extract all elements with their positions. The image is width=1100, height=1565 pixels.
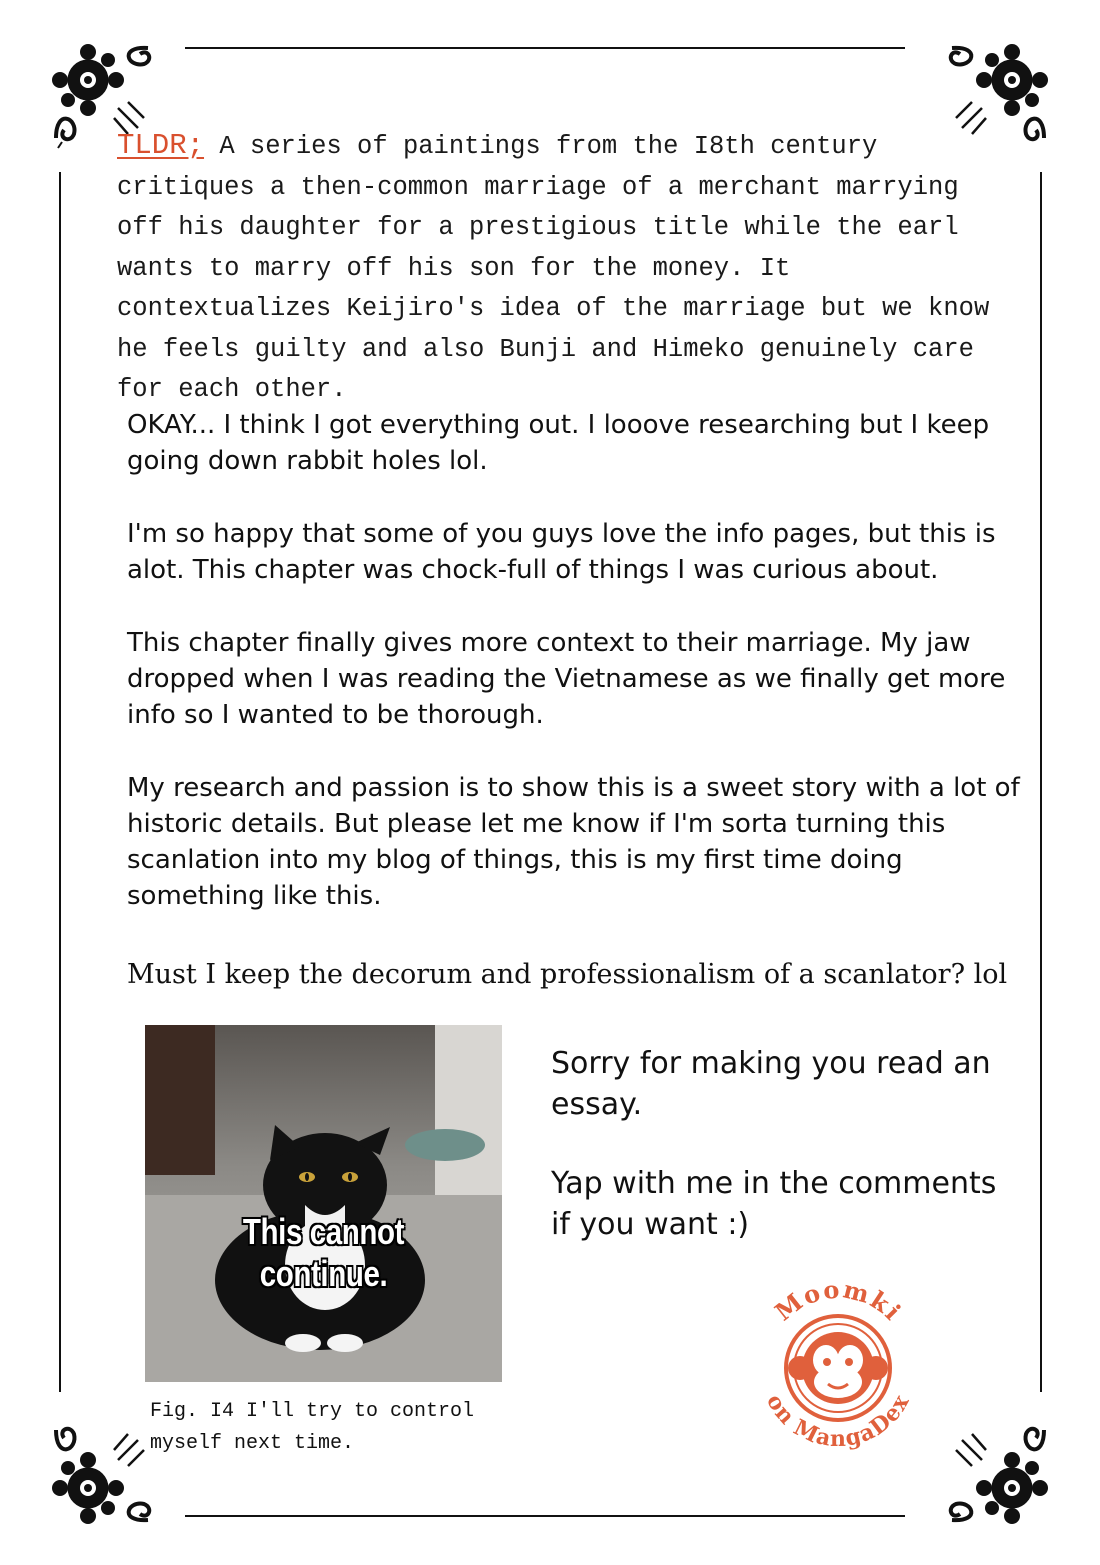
side-note-sorry: Sorry for making you read an essay. [551,1046,991,1122]
moomki-stamp-logo [738,1268,938,1468]
cat-meme-image [145,1025,502,1382]
stamp-top-text: Moomki [769,1274,909,1327]
meme-caption: This cannot continue. [242,1211,405,1294]
figure-caption: Fig. I4 I'll try to control myself next time. [150,1400,475,1455]
tldr-text: A series of paintings from the I8th century critiques a then-common marriage of a merchant marrying off his daughter for a prestigious title while the earl wants to marry off his son for the money. It contextualizes Keijiro's idea of the marriage but we know he feels guilty and also Bunji and Himeko genuinely care for each other. [117,132,990,404]
frame-top-line [185,47,905,49]
paragraph-context: This chapter finally gives more context to their marriage. My jaw dropped when I was reading the Vietnamese as we finally get more info so I wanted to be thorough. [127,628,1006,730]
frame-right-line [1040,172,1042,1392]
cat-photo-icon [145,1025,502,1382]
decorum-line: Must I keep the decorum and professionalism of a scanlator? lol [127,959,1008,990]
tldr-paragraph [117,126,1017,411]
paragraph-info-pages: I'm so happy that some of you guys love the info pages, but this is alot. This chapter was chock-full of things I was curious about. [127,519,996,585]
svg-text:Moomki [769,1274,908,1327]
paragraph-okay: OKAY... I think I got everything out. I looove researching but I keep going down rabbit holes lol. [127,410,990,476]
tldr-label: TLDR; [117,129,205,162]
side-note-yap: Yap with me in the comments if you want :) [551,1166,997,1242]
paragraph-research: My research and passion is to show this is a sweet story with a lot of historic details. But please let me know if I'm sorta turning this scanlation into my blog of things, this is my first time doing something like this. [127,773,1020,911]
frame-bottom-line [185,1515,905,1517]
stamp-bottom-text: on MangaDex [761,1389,915,1453]
corner-ornament-bottom-right [932,1410,1052,1530]
frame-left-line [59,172,61,1392]
